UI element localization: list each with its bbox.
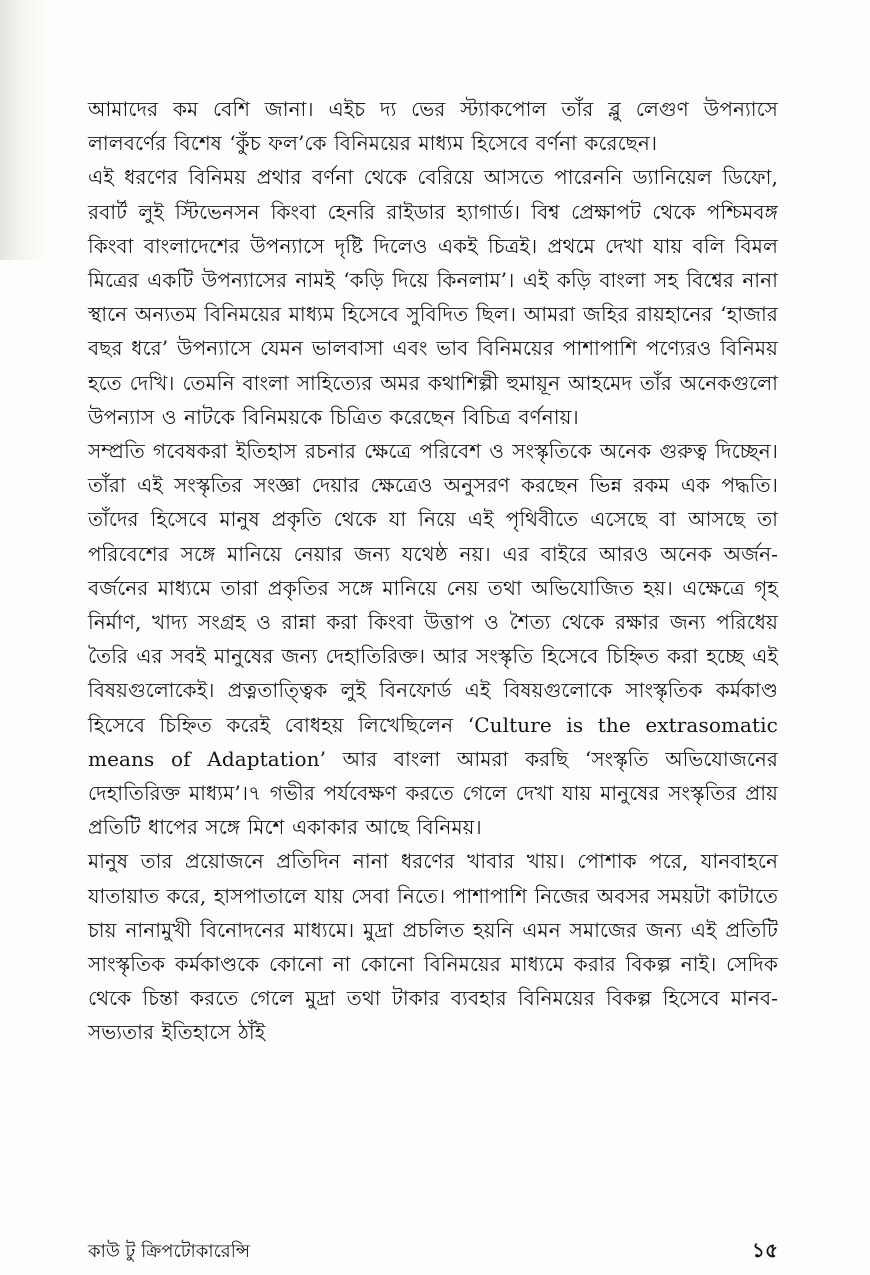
paragraph-3: সম্প্রতি গবেষকরা ইতিহাস রচনার ক্ষেত্রে পরিবেশ ও সংস্কৃতিকে অনেক গুরুত্ব দিচ্ছেন। তাঁরা এই সংস্কৃতির সংজ্ঞা দেয়ার ক্ষেত্রেও অনুসরণ করছেন ভিন্ন রকম এক পদ্ধতি। তাঁদের হিসেবে মানুষ প্রকৃতি থেকে যা নিয়ে এই পৃথিবীতে এসেছে বা আসছে তা পরিবেশের সঙ্গে মানিয়ে নেয়ার জন্য যথেষ্ঠ নয়। এর বাইরে আরও অনেক অর্জন-বর্জনের মাধ্যমে তারা প্রকৃতির সঙ্গে মানিয়ে নেয় তথা অভিযোজিত হয়। এক্ষেত্রে গৃহ নির্মাণ, খাদ্য সংগ্রহ ও রান্না করা কিংবা উত্তাপ ও শৈত্য থেকে রক্ষার জন্য পরিধেয় তৈরি এর সবই মানুষের জন্য দেহাতিরিক্ত। আর সংস্কৃতি হিসেবে চিহ্নিত করা হচ্ছে এই বিষয়গুলোকেই। প্রত্নতাত্ত্বিক লুই বিনফোর্ড এই বিষয়গুলোকে সাংস্কৃতিক কর্মকাণ্ড হিসেবে চিহ্নিত করেই বোধহয় লিখেছিলেন ‘Culture is the extrasomatic means of Adaptation’ আর বাংলা আমরা করছি ‘সংস্কৃতি অভিযোজনের দেহাতিরিক্ত মাধ্যম’।৭ গভীর পর্যবেক্ষণ করতে গেলে দেখা যায় মানুষের সংস্কৃতির প্রায় প্রতিটি ধাপের সঙ্গে মিশে একাকার আছে বিনিময়। — [88, 439, 778, 840]
running-footer-title: কাউ টু ক্রিপটোকারেন্সি — [88, 1241, 251, 1262]
page-footer — [88, 1236, 778, 1269]
page-edge-shadow — [0, 0, 46, 260]
paragraph-4: মানুষ তার প্রয়োজনে প্রতিদিন নানা ধরণের খাবার খায়। পোশাক পরে, যানবাহনে যাতায়াত করে, হাসপাতালে যায় সেবা নিতে। পাশাপাশি নিজের অবসর সময়টা কাটাতে চায় নানামুখী বিনোদনের মাধ্যমে। মুদ্রা প্রচলিত হয়নি এমন সমাজের জন্য এই প্রতিটি সাংস্কৃতিক কর্মকাণ্ডকে কোনো না কোনো বিনিময়ের মাধ্যমে করার বিকল্প নাই। সেদিক থেকে চিন্তা করতে গেলে মুদ্রা তথা টাকার ব্যবহার বিনিময়ের বিকল্প হিসেবে মানব-সভ্যতার ইতিহাসে ঠাঁই — [88, 849, 778, 1045]
page-body — [88, 92, 778, 1050]
paragraph-2: এই ধরণের বিনিময় প্রথার বর্ণনা থেকে বেরিয়ে আসতে পারেননি ড্যানিয়েল ডিফো, রবার্ট লুই স্টিভেনসন কিংবা হেনরি রাইডার হ্যাগার্ড। বিশ্ব প্রেক্ষাপট থেকে পশ্চিমবঙ্গ কিংবা বাংলাদেশের উপন্যাসে দৃষ্টি দিলেও একই চিত্রই। প্রথমে দেখা যায় বলি বিমল মিত্রের একটি উপন্যাসের নামই ‘কড়ি দিয়ে কিনলাম’। এই কড়ি বাংলা সহ বিশ্বের নানা স্থানে অন্যতম বিনিময়ের মাধ্যম হিসেবে সুবিদিত ছিল। আমরা জহির রায়হানের ‘হাজার বছর ধরে’ উপন্যাসে যেমন ভালবাসা এবং ভাব বিনিময়ের পাশাপাশি পণ্যেরও বিনিময় হতে দেখি। তেমনি বাংলা সাহিত্যের অমর কথাশিল্পী হুমায়ূন আহমেদ তাঁর অনেকগুলো উপন্যাস ও নাটকে বিনিময়কে চিত্রিত করেছেন বিচিত্র বর্ণনায়। — [88, 165, 778, 429]
paragraph-1: আমাদের কম বেশি জানা। এইচ দ্য ভের স্ট্যাকপোল তাঁর ব্লু লেগুণ উপন্যাসে লালবর্ণের বিশেষ ‘কুঁচ ফল’কে বিনিময়ের মাধ্যম হিসেবে বর্ণনা করেছেন। — [88, 97, 778, 156]
page-number: ১৫ — [752, 1238, 778, 1262]
